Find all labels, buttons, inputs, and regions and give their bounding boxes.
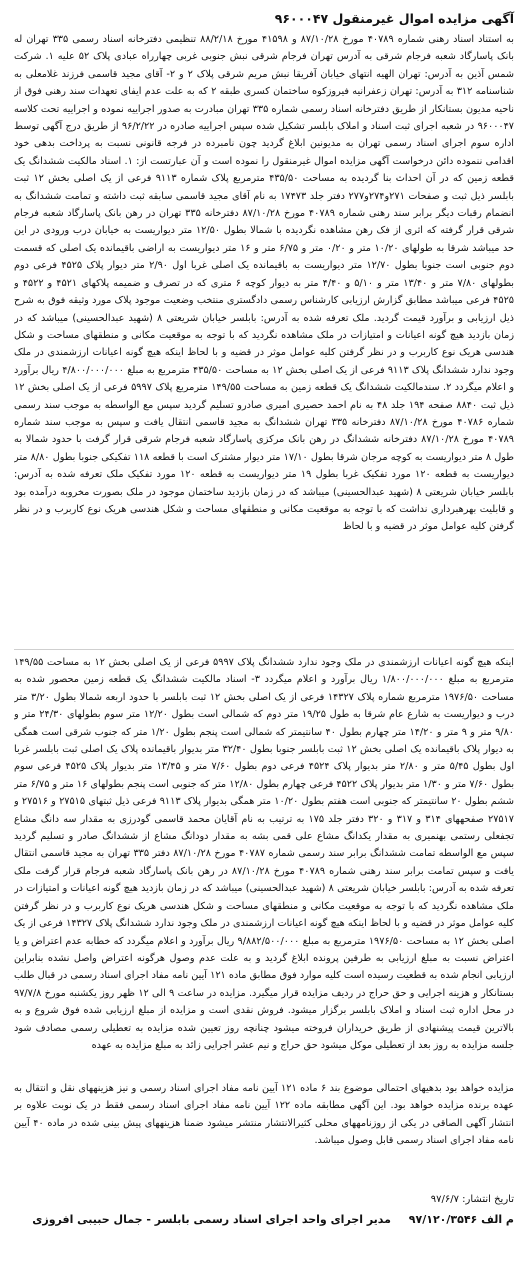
notice-body-part-2 (14, 654, 514, 1072)
paragraph-3: مزایده خواهد بود بدهیهای احتمالی موضوع بند ۶ ماده ۱۲۱ آیین نامه مفاد اجرای اسناد رسمی و نیز هزینههای نقل و انتقال به عهده برنده مزایده خواهد بود. این آگهی مطابقه ماده ۱۲۲ آیین نامه مفاد اجرای اسناد رسمی فقط در یک نوبت علاوه بر انتشار آگهی الصاقی در یکی از روزنامههای محلی کثیرالانتشار منتشر میشود ضمنا هزینههای پیش بینی شده در ماده ۴۰ آیین نامه مفاد اجرای اسناد رسمی قابل وصول میباشد. (14, 1083, 514, 1147)
section-divider (14, 649, 514, 650)
notice-body-part-1 (14, 31, 514, 647)
paragraph-2: اینکه هیچ گونه اعیانات ارزشمندی در ملک وجود ندارد ششدانگ پلاک ۵۹۹۷ فرعی از یک اصلی بخش ۱۲ به مساحت ۱۴۹/۵۵ مترمربع به مبلغ ۱/۸۰۰/۰۰۰/۰۰۰ ریال برآورد و اعلام میگردد ۳- اسناد مالکیت ششدانگ یک قطعه زمین محصور شده به مساحت ۱۹۷۶/۵۰ مترمربع شماره پلاک ۱۴۳۲۷ فرعی از یک اصلی بخش ۱۲ ثبت بابلسر با حدود اربعه شمالا بطول ۳/۲۰ متر درب و دیواریست به شارع عام شرقا به طول ۱۹/۲۵ متر دوم که شمالی است بطول ۱۲/۲۰ متر سوم بطولهای ۲۴/۳۰ متر و ۹/۸۰ متر و ۹ متر و ۱۴/۲۰ متر چهارم بطول ۴۰ سانتیمتر که شمالی است پنجم بطول ۱/۲۰ متر که جنوب شرقی است همگی به دیوار پلاک باقیمانده یک اصلی بخش ۱۲ ثبت بابلسر جنوبا بطول ۳۲/۴۰ متر بدیوار باقیمانده پلاک یک اصلی ثبت بابلسر غربا اول بطول ۵/۴۵ متر و ۲/۸۰ متر بدیوار پلاک ۴۵۲۴ فرعی دوم بطول ۷/۶۰ متر و ۱۳/۴۵ متر بدیوار پلاک ۴۵۲۵ فرعی سوم بطول ۷/۶۰ متر و ۱/۳۰ متر بدیوار پلاک ۴۵۲۲ فرعی چهارم بطول ۱۲/۸۰ متر که جنوبی است پنجم بطولهای ۱۶ متر و ۶/۷۵ متر ششم بطول ۲۰ سانتیمتر که جنوبی است هفتم بطول ۱۰/۲۰ متر همگی بدیوار پلاک ۹۱۱۳ فرعی ذیل ثبتهای ۲۷۵۱۵ و ۲۷۵۱۶ و ۲۷۵۱۷ صفحههای ۳۱۴ و ۳۱۷ و ۳۲۰ دفتر جلد ۱۷۵ به ترتیب به نام آقایان محمد قاسمی گودرزی به مقدار سه دانگ مشاع تجفعلی رستمی بهنمیری به مقدار یکدانگ مشاع علی قمی بشه به مقدار دودانگ مشاع از ششدانگ صادر و تسلیم گردید سپس مع الواسطه تمامت ششدانگ برابر سند رسمی شماره ۴۰۷۸۷ مورخ ۸۷/۱۰/۲۸ دفتر ۳۳۵ تهران به مجید قاسمی انتقال یافت و سپس تمامت برابر سند رهنی شماره ۴۰۷۸۹ مورخ ۸۷/۱۰/۲۸ در رهن بانک پاسارگاد شعبه فرجام قرار گرفت ملک تعرفه شده به آدرس: بابلسر خیابان شریعتی ۸ (شهید عبدالحسینی) میباشد که در زمان بازدید هیچ گونه اعیانات و امتیازات در ملک مشاهده نگردید که با توجه به موقعیت مکانی و منطقهای مساحت و شکل هندسی هریک نوع کاربرب و در نظر گرفتن کلیه عوامل موثر در قضیه و با لحاظ اینکه هیچ گونه اعیانات ارزشمندی در ملک وجود ندارد ششدانگ پلاک ۱۴۳۲۷ فرعی از یک اصلی بخش ۱۲ به مساحت ۱۹۷۶/۵۰ مترمربع به مبلغ ۹/۸۸۲/۵۰۰/۰۰۰ ریال برآورد و اعلام میگردد که خطابه عدم اعتراض و یا اعتراض نسبت به مبلغ ارزیابی به طرفین پرونده ابلاغ گردید و به علت عدم وصول هرگونه اعتراض واصل نشده بنابراین ارزیابی انجام شده به قطعیت رسیده است کلیه موارد فوق مطابق ماده ۱۲۱ آیین نامه مفاد اجرای اسناد رسمی در قبال طلب بستانکار و هزینه اجرایی و حق حراج در ردیف مزایده قرار میگیرد. مزایده در ساعت ۹ الی ۱۲ ظهر روز یکشنبه مورخ ۹۷/۷/۸ در محل اداره ثبت اسناد و املاک بابلسر برگزار میشود. فروش نقدی است و مزایده از مبلغ ارزیابی شده فوق شروع و به بالاترین قیمت پیشنهادی از طریق خریداران فروخته میشود چنانچه روز تعیین شده مزایده به تعطیلی رسمی مصادف شود جلسه مزایده به روز بعد از تعطیلی موکل میشود حق حراج و نیم عشر اجرایی زائد به مبلغ مزایده به عهده (14, 657, 514, 1051)
paragraph-1: به استناد اسناد رهنی شماره ۴۰۷۸۹ مورخ ۸۷/۱۰/۲۸ و ۴۱۵۹۸ مورخ ۸۸/۲/۱۸ تنظیمی دفترخانه اسناد رسمی ۳۳۵ تهران له بانک پاسارگاد شعبه فرجام شرقی به آدرس تهران فرجام شرقی نبش جنوبی غربی چهارراه عبادی پلاک ۵۲ علیه ۱. شرکت شمس آذین به آدرس: تهران الهیه انتهای خیابان آفریقا نبش مریم شرقی پلاک ۲ و ۲- آقای مجید قاسمی فرزند غلامعلی به شناسنامه ۳۱۲ به آدرس: تهران زعفرانیه فیروزکوه ساختمان کسری طبقه ۲ که به علت عدم ایفای تعهدات سند رهنی فوق از ناحیه مدیون بستانکار از طریق دفترخانه اسناد رسمی شماره ۳۳۵ تهران مبادرت به صدور اجراییه نموده و اجراییه تحت کلاسه ۹۶۰۰۰۴۷ در شعبه اجرای ثبت اسناد و املاک بابلسر تشکیل شده سپس اجراییه صادره در ۹۶/۲/۲۲ از طریق درج آگهی توسط اداره سوم اجرای اسناد رسمی تهران به مدیونین ابلاغ گردید چون نامبرده در فرجه قانونی نسبت به پرداخت بدهی خود اقدامی ننموده دائن درخواست آگهی مزایده اموال غیرمنقول را نموده است و آن عبارتست از: ۱. اسناد مالکیت ششدانگ یک قطعه زمین که در آن احداث بنا گردیده به مساحت ۴۳۵/۵۰ مترمربع پلاک شماره ۹۱۱۳ فرعی از یک اصلی بخش ۱۲ ثبت بابلسر ذیل ثبت و صفحات ۲۷۱و۲۷۴و۲۷۷ دفتر جلد ۱۷۴۷۳ به نام آقای مجید قاسمی سابقه ثبت داشته و تمامت ششدانگ به انضمام رقبات دیگر برابر سند رهنی شماره ۴۰۷۸۹ مورخ ۸۷/۱۰/۲۸ دفترخانه ۳۳۵ تهران در رهن بانک پاسارگاد شعبه فرجام شرقی قرار گرفته که اثری از فک رهن مشاهده نگردیده با شمالا بطول ۱۲/۵۰ متر دیواریست به خیابان درب ورودی در این حد میباشد شرقا به طولهای ۱۰/۲۰ متر و ۰/۲۰ متر و ۶/۷۵ متر و ۱۶ متر دیواریست به اراضی باقیمانده یک اصلی که قسمت دوم جنوبی است جنوبا بطول ۱۲/۷۰ متر دیواریست به باقیمانده یک اصلی غربا اول ۲/۹۰ متر دیوار پلاک ۴۵۲۵ فرعی دوم بطولهای ۷/۸۰ متر و ۱۳/۴۰ متر و ۵/۱۰ و ۴/۴۰ متر به دیوار کوچه ۶ متری که در تصرف و ضمیمه پلاکهای ۴۵۲۱ و ۴۵۲۲ و ۴۵۲۵ فرعی میباشد مطابق گزارش ارزیابی کارشناس رسمی دادگستری منتخب وضعیت موجود پلاک مورد وثیقه فوق به شرح ذیل ارزیابی و برآورد قیمت گردید. ملک تعرفه شده به آدرس: بابلسر خیابان شریعتی ۸ (شهید عبدالحسینی) میباشد که در زمان بازدید هیچ گونه اعیانات و امتیازات در ملک مشاهده نگردید که با توجه به موقعیت مکانی و منطقهای مساحت و شکل هندسی هریک نوع کاربرب و در نظر گرفتن کلیه عوامل موثر در قضیه و با لحاظ اینکه هیچ گونه اعیانات ارزشمندی در ملک وجود ندارد ششدانگ پلاک ۹۱۱۳ فرعی از یک اصلی بخش ۱۲ به مساحت ۴۳۵/۵۰ مترمربع به مبلغ ۴/۸۰۰/۰۰۰/۰۰۰ ریال برآورد و اعلام میگردد ۲. سندمالکیت ششدانگ یک قطعه زمین به مساحت ۱۴۹/۵۵ مترمربع پلاک ۵۹۹۷ فرعی از یک اصلی بخش ۱۲ ذیل ثبت ۸۸۴۰ صفحه ۱۹۴ جلد ۴۸ به نام احمد حصیری امیری صادرو تسلیم گردید سپس مع الواسطه به موجب سند رسمی شماره ۴۰۷۸۶ مورخ ۸۷/۱۰/۲۸ دفترخانه ۳۳۵ تهران ششدانگ به مجید قاسمی انتقال یافت و سپس به موجب سند شماره ۴۰۷۸۹ مورخ ۸۷/۱۰/۲۸ دفترخانه ششدانگ در رهن بانک مرکزی پاسارگاد شعبه فرجام شرقی قرار گرفت با حدود شمالا به طول ۸ متر دیواریست به کوچه مرجان شرقا بطول ۱۷/۱۰ متر دیوار مشترک است با قطعه ۱۱۸ تفکیکی جنوبا بطول ۸/۸۰ متر دیواریست به قطعه ۱۲۰ مورد تفکیک غربا بطول ۱۹ متر دیواریست به قطعه ۱۲۰ مورد تفکیک ملک تعرفه شده به آدرس: بابلسر خیابان شریعتی ۸ (شهید عبدالحسینی) میباشد که در زمان بازدید ساختمان موجود در ملک بصورت مخروبه درآمده بود و قابلیت بهرهبرداری نداشت که با توجه به موقعیت مکانی و منطقهای مساحت و شکل هندسی هریک نوع کاربرب و در نظر گرفتن کلیه عوامل موثر در قضیه و با لحاظ (14, 34, 514, 533)
footer-signature: مدیر اجرای واحد اجرای اسناد رسمی بابلسر - جمال حبیبی افروزی (32, 1213, 391, 1226)
footer-code: م الف ۹۷/۱۲۰/۳۵۴۶ (408, 1213, 514, 1226)
notice-footer (14, 1211, 514, 1229)
notice-title: آگهی مزایده اموال غیرمنقول ۹۶۰۰۰۴۷ (274, 11, 514, 26)
notice-body-part-3 (14, 1080, 514, 1190)
publication-date: تاریخ انتشار: ۹۷/۶/۷ (430, 1194, 514, 1205)
